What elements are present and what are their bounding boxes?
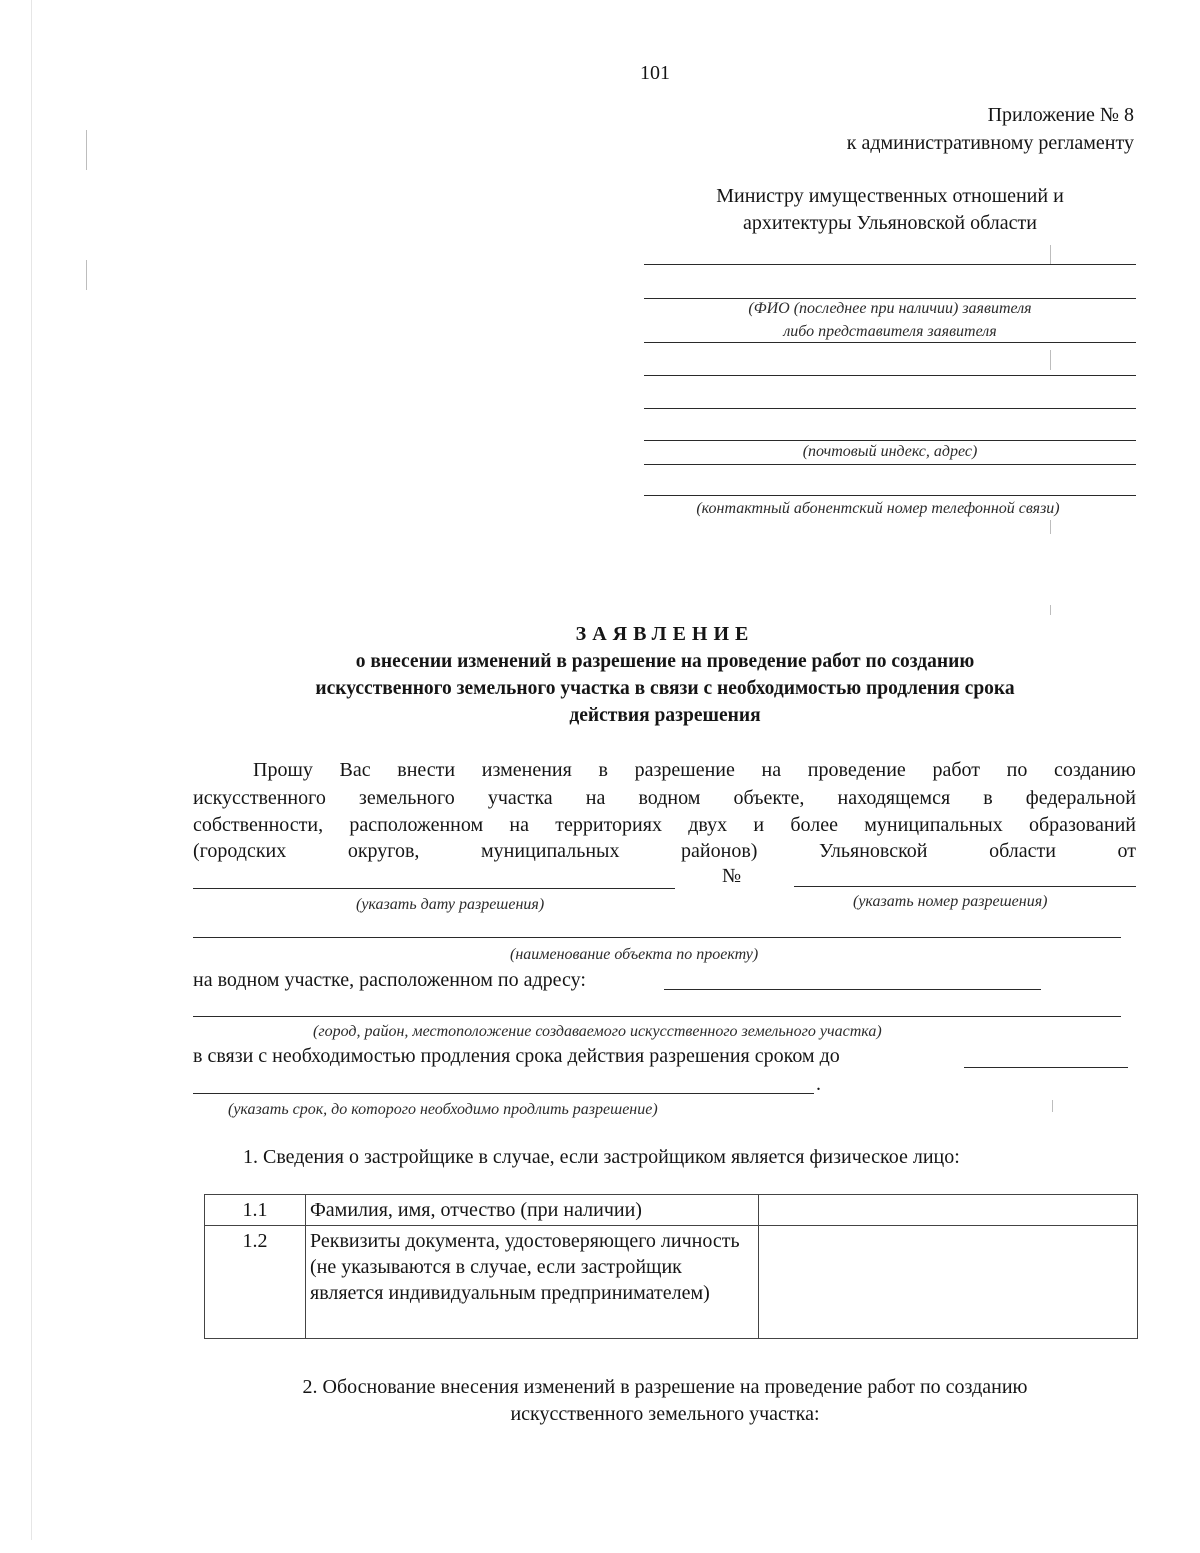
request-word: искусственного xyxy=(193,787,326,809)
request-word: участка xyxy=(487,787,553,809)
request-word: изменения xyxy=(481,759,572,781)
scan-mark xyxy=(1050,605,1051,615)
request-word: муниципальных xyxy=(481,840,620,862)
scan-mark xyxy=(1050,245,1051,265)
request-word: федеральной xyxy=(1025,787,1136,809)
appendix-number: Приложение № 8 xyxy=(987,104,1134,126)
extension-term-field[interactable] xyxy=(193,1093,814,1094)
request-word: по xyxy=(1006,759,1028,781)
request-word: (городских xyxy=(193,840,287,862)
request-word: созданию xyxy=(1054,759,1136,781)
permit-date-field[interactable] xyxy=(193,888,675,889)
document-subject-line-2: искусственного земельного участка в связи с необходимостью продления срока xyxy=(315,678,1015,699)
request-word: более xyxy=(790,814,838,836)
appendix-regulation: к административному регламенту xyxy=(846,132,1134,154)
object-name-field[interactable] xyxy=(193,937,1121,938)
request-word: разрешение xyxy=(634,759,735,781)
request-word: проведение xyxy=(807,759,906,781)
number-sign: № xyxy=(722,865,742,887)
permit-number-field[interactable] xyxy=(794,886,1136,887)
extension-text: в связи с необходимостью продления срока действия разрешения сроком до xyxy=(193,1045,840,1067)
request-word: Прошу xyxy=(253,759,313,781)
applicant-name-line[interactable] xyxy=(644,264,1136,265)
request-word: находящемся xyxy=(837,787,951,809)
page-number: 101 xyxy=(640,62,670,84)
scan-edge xyxy=(31,0,32,1540)
request-word: области xyxy=(989,840,1056,862)
request-word: земельного xyxy=(358,787,455,809)
caption-permit-number: (указать номер разрешения) xyxy=(853,893,1048,910)
caption-address: (почтовый индекс, адрес) xyxy=(802,443,978,460)
request-word: на xyxy=(509,814,529,836)
full-name-value-cell[interactable] xyxy=(759,1195,1138,1226)
row-label: Реквизиты документа, удостоверяющего личность (не указываются в случае, если застройщик является индивидуальным предпринимателем) xyxy=(306,1226,759,1339)
scan-mark xyxy=(86,260,87,290)
row-number: 1.1 xyxy=(205,1195,306,1226)
period-mark: . xyxy=(816,1073,821,1095)
request-word: и xyxy=(753,814,765,836)
extension-until-field[interactable] xyxy=(964,1067,1128,1068)
applicant-phone-line[interactable] xyxy=(644,495,1136,496)
row-label: Фамилия, имя, отчество (при наличии) xyxy=(306,1195,759,1226)
caption-fio: (ФИО (последнее при наличии) заявителя xyxy=(748,300,1032,317)
scan-mark xyxy=(86,130,87,170)
request-word: муниципальных xyxy=(864,814,1003,836)
applicant-address-line[interactable] xyxy=(644,440,1136,441)
request-word: на xyxy=(585,787,606,809)
scan-mark xyxy=(1050,350,1051,370)
request-word: от xyxy=(1117,840,1136,862)
document-heading: ЗАЯВЛЕНИЕ xyxy=(575,623,755,645)
request-word: в xyxy=(598,759,608,781)
caption-term: (указать срок, до которого необходимо продлить разрешение) xyxy=(228,1101,658,1118)
section-2-heading-line-1: 2. Обоснование внесения изменений в разрешение на проведение работ по созданию xyxy=(302,1376,1028,1398)
row-number: 1.2 xyxy=(205,1226,306,1339)
table-row xyxy=(205,1195,1138,1226)
request-word: Ульяновской xyxy=(818,840,928,862)
request-word: в xyxy=(983,787,993,809)
identity-document-value-cell[interactable] xyxy=(759,1226,1138,1339)
addressee-line-2: архитектуры Ульяновской области xyxy=(743,212,1037,234)
scan-mark xyxy=(1052,1100,1053,1112)
request-word: территориях xyxy=(555,814,662,836)
request-word: Вас xyxy=(339,759,371,781)
water-site-location-field[interactable] xyxy=(193,1016,1121,1017)
request-word: районов) xyxy=(681,840,758,862)
request-word: работ xyxy=(932,759,980,781)
request-word: водном xyxy=(638,787,701,809)
request-word: объекте, xyxy=(733,787,805,809)
applicant-address-line[interactable] xyxy=(644,342,1136,343)
caption-representative: либо представителя заявителя xyxy=(783,323,997,340)
caption-location: (город, район, местоположение создаваемого искусственного земельного участка) xyxy=(313,1023,882,1040)
scan-mark xyxy=(1050,520,1051,534)
applicant-name-line[interactable] xyxy=(644,298,1136,299)
developer-info-table xyxy=(204,1194,1138,1339)
request-word: собственности, xyxy=(193,814,324,836)
address-prefix: на водном участке, расположенном по адресу: xyxy=(193,969,586,991)
request-line-3 xyxy=(193,814,1136,837)
table-row xyxy=(205,1226,1138,1339)
section-1-heading: 1. Сведения о застройщике в случае, если застройщиком является физическое лицо: xyxy=(243,1146,960,1168)
caption-object-name: (наименование объекта по проекту) xyxy=(510,946,759,963)
request-word: на xyxy=(761,759,782,781)
request-word: расположенном xyxy=(349,814,484,836)
request-word: двух xyxy=(688,814,728,836)
applicant-address-line[interactable] xyxy=(644,408,1136,409)
water-site-address-field[interactable] xyxy=(664,989,1041,990)
request-word: округов, xyxy=(347,840,420,862)
request-line-1 xyxy=(253,759,1136,782)
applicant-address-line[interactable] xyxy=(644,375,1136,376)
document-subject-line-3: действия разрешения xyxy=(569,705,761,726)
caption-phone: (контактный абонентский номер телефонной связи) xyxy=(696,500,1060,517)
request-word: образований xyxy=(1028,814,1136,836)
document-subject-line-1: о внесении изменений в разрешение на проведение работ по созданию xyxy=(355,651,975,672)
request-line-4 xyxy=(193,840,1136,863)
caption-permit-date: (указать дату разрешения) xyxy=(356,896,545,913)
addressee-line-1: Министру имущественных отношений и xyxy=(716,185,1064,207)
request-line-2 xyxy=(193,787,1136,810)
request-word: внести xyxy=(397,759,456,781)
section-2-heading-line-2: искусственного земельного участка: xyxy=(510,1403,820,1425)
applicant-phone-line[interactable] xyxy=(644,464,1136,465)
